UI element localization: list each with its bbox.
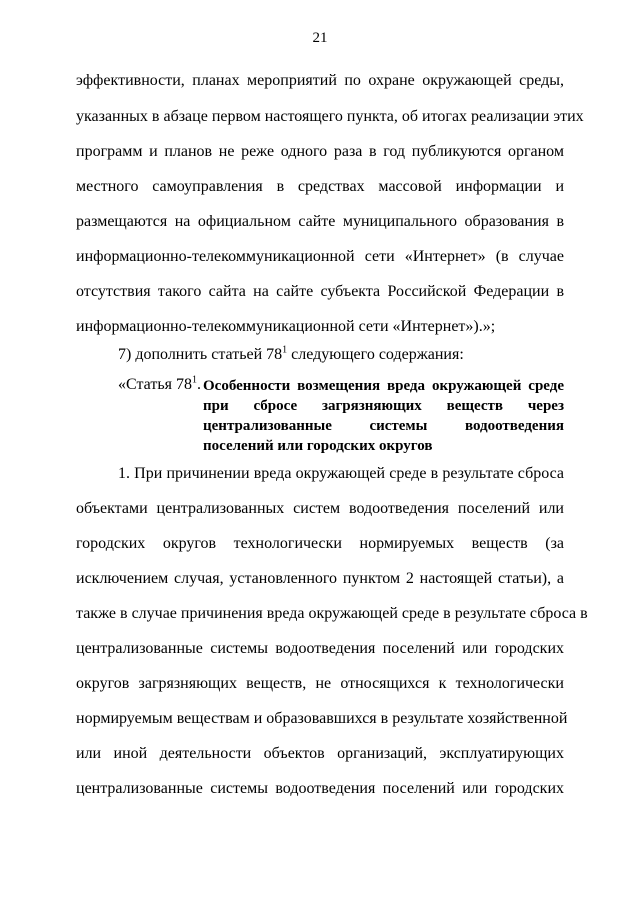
item-7-text-end: следующего содержания: bbox=[287, 346, 464, 363]
paragraph-line: информационно-телекоммуникационной сети «Интернет»).»; bbox=[76, 318, 496, 335]
paragraph-line: также в случае причинения вреда окружающей среде в результате сброса в bbox=[76, 605, 588, 622]
paragraph-line: 1. При причинении вреда окружающей среде в результате сброса bbox=[118, 465, 564, 482]
article-title-line: Особенности возмещения вреда окружающей среде bbox=[203, 378, 564, 394]
page-number: 21 bbox=[312, 30, 328, 46]
paragraph-line: или иной деятельности объектов организаций, эксплуатирующих bbox=[76, 745, 564, 762]
paragraph-line: исключением случая, установленного пунктом 2 настоящей статьи), а bbox=[76, 570, 564, 587]
item-7-text: 7) дополнить статьей 78 bbox=[118, 346, 283, 363]
paragraph-line: централизованные системы водоотведения поселений или городских bbox=[76, 780, 564, 797]
paragraph-line: информационно-телекоммуникационной сети «Интернет» (в случае bbox=[76, 248, 564, 265]
paragraph-line: городских округов технологически нормируемых веществ (за bbox=[76, 535, 564, 552]
paragraph-line: местного самоуправления в средствах массовой информации и bbox=[76, 178, 564, 195]
paragraph-line: программ и планов не реже одного раза в год публикуются органом bbox=[76, 143, 564, 160]
item-7 bbox=[118, 346, 564, 364]
paragraph-line: указанных в абзаце первом настоящего пункта, об итогах реализации этих bbox=[76, 108, 584, 125]
article-lead-sup: 1 bbox=[191, 374, 197, 386]
paragraph-line: отсутствия такого сайта на сайте субъекта Российской Федерации в bbox=[76, 283, 564, 300]
paragraph-line: нормируемым веществам и образовавшихся в результате хозяйственной bbox=[76, 710, 568, 727]
paragraph-line: централизованные системы водоотведения поселений или городских bbox=[76, 640, 564, 657]
paragraph-line: эффективности, планах мероприятий по охране окружающей среды, bbox=[76, 72, 564, 89]
article-title-line: централизованные системы водоотведения bbox=[203, 418, 564, 434]
article-lead-dot: . bbox=[196, 376, 201, 393]
article-lead bbox=[118, 376, 201, 394]
paragraph-line: округов загрязняющих веществ, не относящихся к технологически bbox=[76, 675, 564, 692]
paragraph-line: размещаются на официальном сайте муниципального образования в bbox=[76, 213, 564, 230]
item-7-sup: 1 bbox=[282, 344, 288, 356]
article-title-line: поселений или городских округов bbox=[203, 438, 433, 454]
article-title-line: при сбросе загрязняющих веществ через bbox=[203, 398, 564, 414]
article-lead-text: «Статья 78 bbox=[118, 376, 192, 393]
paragraph-line: объектами централизованных систем водоотведения поселений или bbox=[76, 500, 564, 517]
